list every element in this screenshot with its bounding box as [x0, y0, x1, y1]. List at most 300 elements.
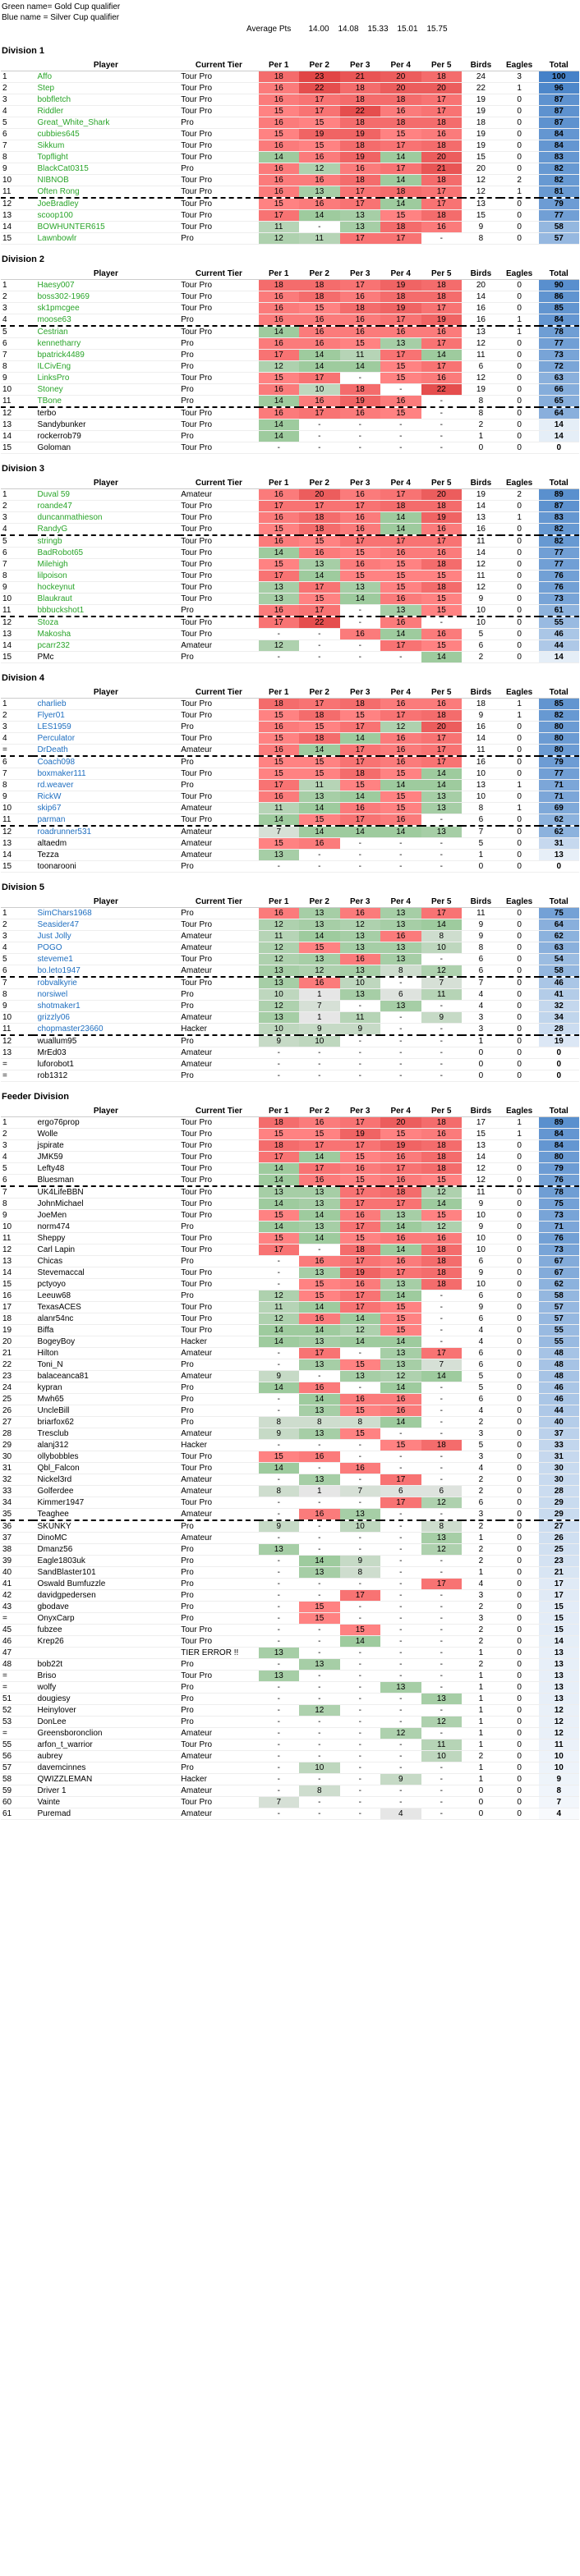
column-header: Per 5	[421, 59, 463, 71]
rank-cell: 25	[1, 1394, 33, 1405]
column-header: Birds	[462, 686, 500, 699]
period-score-cell: -	[259, 1751, 300, 1762]
tier-cell: Tour Pro	[179, 1451, 258, 1463]
column-header: Per 4	[380, 1105, 421, 1117]
period-score-cell: 17	[380, 1497, 421, 1509]
rank-cell: 45	[1, 1625, 33, 1636]
eagles-cell: 0	[500, 1290, 539, 1302]
period-score-cell: -	[259, 1497, 300, 1509]
period-score-cell: 14	[380, 780, 421, 791]
period-score-cell: 15	[259, 756, 300, 768]
period-score-cell: 14	[421, 919, 463, 931]
player-name-cell: shotmaker1	[33, 1001, 180, 1012]
period-score-cell: 20	[380, 1117, 421, 1129]
period-score-cell: -	[259, 1590, 300, 1602]
table-row	[1, 1129, 579, 1140]
period-score-cell: -	[421, 1556, 463, 1567]
period-score-cell: 11	[259, 222, 300, 233]
period-score-cell: -	[380, 384, 421, 396]
eagles-cell: 0	[500, 396, 539, 408]
table-row	[1, 501, 579, 512]
rank-cell: 39	[1, 1556, 33, 1567]
period-score-cell: -	[380, 1739, 421, 1751]
eagles-cell: 0	[500, 1325, 539, 1336]
period-score-cell: -	[421, 1648, 463, 1659]
tier-cell: Pro	[179, 1682, 258, 1694]
tier-cell: Tour Pro	[179, 1117, 258, 1129]
total-cell: 15	[539, 1602, 580, 1613]
tier-cell: Pro	[179, 233, 258, 245]
period-score-cell: -	[259, 1728, 300, 1739]
rank-cell: 1	[1, 908, 33, 919]
period-score-cell: -	[380, 652, 421, 663]
period-score-cell: 14	[259, 1222, 300, 1233]
column-header: Birds	[462, 1105, 500, 1117]
period-score-cell: -	[259, 1405, 300, 1417]
period-score-cell: 15	[340, 710, 381, 722]
rank-cell: 2	[1, 919, 33, 931]
total-cell: 63	[539, 942, 580, 954]
tier-cell: Tour Pro	[179, 571, 258, 582]
column-header: Player	[33, 896, 180, 908]
period-score-cell: 14	[421, 768, 463, 780]
period-score-cell: 18	[421, 210, 463, 222]
period-score-cell: 13	[380, 1279, 421, 1290]
period-score-cell: 16	[380, 1405, 421, 1417]
table-row	[1, 1728, 579, 1739]
player-name-cell: Golferdee	[33, 1486, 180, 1497]
period-score-cell: -	[421, 1047, 463, 1059]
period-score-cell: -	[421, 1808, 463, 1820]
period-score-cell: -	[299, 1520, 340, 1533]
period-score-cell: 17	[299, 106, 340, 117]
tier-cell: Tour Pro	[179, 407, 258, 419]
rank-cell: 13	[1, 1256, 33, 1267]
eagles-cell: 0	[500, 129, 539, 140]
column-header: Birds	[462, 477, 500, 489]
period-score-cell: 17	[380, 350, 421, 361]
birds-cell: 6	[462, 1394, 500, 1405]
player-name-cell: Tresclub	[33, 1428, 180, 1440]
birds-cell: 10	[462, 1233, 500, 1244]
eagles-cell: 0	[500, 1751, 539, 1762]
table-row	[1, 233, 579, 245]
total-cell: 62	[539, 1279, 580, 1290]
period-score-cell: -	[299, 1717, 340, 1728]
eagles-cell: 0	[500, 1199, 539, 1210]
period-score-cell: 13	[340, 942, 381, 954]
period-score-cell: 16	[259, 291, 300, 303]
tier-cell: Amateur	[179, 1474, 258, 1486]
period-score-cell: 17	[299, 605, 340, 617]
birds-cell: 24	[462, 71, 500, 83]
player-name-cell: luforobot1	[33, 1059, 180, 1070]
rank-cell: 7	[1, 559, 33, 571]
tier-cell: Tour Pro	[179, 710, 258, 722]
tier-cell: Amateur	[179, 1751, 258, 1762]
total-cell: 80	[539, 722, 580, 733]
table-row	[1, 582, 579, 594]
period-score-cell: 17	[380, 640, 421, 652]
rank-cell: 10	[1, 594, 33, 605]
total-cell: 48	[539, 1371, 580, 1382]
total-cell: 12	[539, 1705, 580, 1717]
player-name-cell: Dmanz56	[33, 1544, 180, 1556]
period-score-cell: -	[259, 1267, 300, 1279]
tier-cell: Pro	[179, 1567, 258, 1579]
tier-cell: Pro	[179, 1602, 258, 1613]
birds-cell: 2	[462, 1486, 500, 1497]
table-row	[1, 803, 579, 814]
period-score-cell: 16	[421, 129, 463, 140]
rank-cell: =	[1, 1682, 33, 1694]
period-score-cell: 12	[380, 1728, 421, 1739]
period-score-cell: 12	[421, 1497, 463, 1509]
player-name-cell: Makosha	[33, 629, 180, 640]
total-cell: 82	[539, 175, 580, 186]
period-score-cell: 18	[380, 291, 421, 303]
period-score-cell: -	[299, 1682, 340, 1694]
birds-cell: 1	[462, 1682, 500, 1694]
eagles-cell: 0	[500, 152, 539, 163]
table-row	[1, 1451, 579, 1463]
rank-cell: 4	[1, 733, 33, 745]
rank-cell: 4	[1, 524, 33, 536]
column-header: Current Tier	[179, 896, 258, 908]
eagles-cell: 0	[500, 1625, 539, 1636]
period-score-cell: 14	[421, 1199, 463, 1210]
tier-cell: Amateur	[179, 942, 258, 954]
period-score-cell: 18	[340, 117, 381, 129]
period-score-cell: 17	[259, 501, 300, 512]
period-score-cell: 11	[299, 780, 340, 791]
period-score-cell: 16	[340, 559, 381, 571]
period-score-cell: 14	[299, 1302, 340, 1313]
period-score-cell: 16	[259, 407, 300, 419]
period-score-cell: -	[259, 1348, 300, 1359]
legend-silver: Blue name = Silver Cup qualifier	[2, 13, 120, 22]
player-name-cell: JoeMen	[33, 1210, 180, 1222]
player-name-cell: Mwh65	[33, 1394, 180, 1405]
rank-cell: 41	[1, 1579, 33, 1590]
player-name-cell: UncleBill	[33, 1405, 180, 1417]
player-name-cell: Lefty48	[33, 1163, 180, 1175]
player-name-cell: boxmaker111	[33, 768, 180, 780]
table-row	[1, 1059, 579, 1070]
period-score-cell: 16	[380, 1152, 421, 1163]
birds-cell: 19	[462, 140, 500, 152]
player-name-cell: toonarooni	[33, 861, 180, 873]
player-name-cell: RickW	[33, 791, 180, 803]
period-score-cell: 7	[299, 1001, 340, 1012]
table-row	[1, 989, 579, 1001]
table-row	[1, 419, 579, 431]
eagles-cell: 0	[500, 535, 539, 548]
period-score-cell: 13	[299, 1222, 340, 1233]
total-cell: 46	[539, 1394, 580, 1405]
rank-cell: 7	[1, 350, 33, 361]
period-score-cell: 15	[380, 1302, 421, 1313]
period-score-cell: 15	[299, 1613, 340, 1625]
period-score-cell: 17	[340, 186, 381, 199]
eagles-cell: 0	[500, 977, 539, 989]
period-score-cell: 17	[299, 699, 340, 710]
table-row	[1, 303, 579, 314]
period-score-cell: 18	[340, 699, 381, 710]
period-score-cell: 14	[380, 1417, 421, 1428]
period-score-cell: 14	[340, 1313, 381, 1325]
period-score-cell: 19	[380, 303, 421, 314]
period-score-cell: -	[259, 1394, 300, 1405]
period-score-cell: -	[340, 1774, 381, 1785]
total-cell: 46	[539, 977, 580, 989]
tier-cell: Pro	[179, 1382, 258, 1394]
period-score-cell: 18	[421, 1140, 463, 1152]
eagles-cell: 0	[500, 989, 539, 1001]
table-row	[1, 1405, 579, 1417]
eagles-cell: 0	[500, 605, 539, 617]
total-cell: 80	[539, 733, 580, 745]
period-score-cell: -	[299, 629, 340, 640]
period-score-cell: 12	[259, 1313, 300, 1325]
period-score-cell: 16	[259, 163, 300, 175]
table-row	[1, 175, 579, 186]
period-score-cell: -	[340, 1579, 381, 1590]
period-score-cell: 12	[421, 1222, 463, 1233]
birds-cell: 14	[462, 1152, 500, 1163]
table-row	[1, 559, 579, 571]
period-score-cell: 16	[340, 1463, 381, 1474]
period-score-cell: 15	[380, 803, 421, 814]
total-cell: 100	[539, 71, 580, 83]
period-score-cell: 18	[421, 140, 463, 152]
period-score-cell: -	[340, 838, 381, 850]
table-row	[1, 1417, 579, 1428]
rank-cell: 13	[1, 838, 33, 850]
tier-cell: Pro	[179, 1394, 258, 1405]
rank-cell: 7	[1, 977, 33, 989]
division-section	[0, 462, 580, 663]
rank-cell: 14	[1, 431, 33, 442]
period-score-cell: 19	[340, 152, 381, 163]
period-score-cell: 19	[421, 314, 463, 327]
rank-cell: 31	[1, 1463, 33, 1474]
division-title: Division 2	[2, 254, 44, 264]
period-score-cell: 13	[299, 1659, 340, 1671]
period-score-cell: 13	[299, 1336, 340, 1348]
table-row	[1, 919, 579, 931]
period-score-cell: 13	[380, 1001, 421, 1012]
period-score-cell: 16	[259, 175, 300, 186]
column-header: Per 1	[259, 59, 300, 71]
period-score-cell: -	[421, 407, 463, 419]
period-score-cell: -	[259, 629, 300, 640]
total-cell: 58	[539, 965, 580, 978]
standings-table	[1, 896, 579, 1082]
rank-cell: 9	[1, 1210, 33, 1222]
period-score-cell: 14	[259, 419, 300, 431]
birds-cell: 14	[462, 291, 500, 303]
eagles-cell: 0	[500, 1001, 539, 1012]
total-cell: 82	[539, 524, 580, 536]
period-score-cell: 12	[259, 954, 300, 965]
column-header: Per 5	[421, 896, 463, 908]
table-row	[1, 1533, 579, 1544]
total-cell: 23	[539, 1556, 580, 1567]
eagles-cell: 0	[500, 1012, 539, 1024]
player-name-cell: bob22t	[33, 1659, 180, 1671]
period-score-cell: -	[421, 1313, 463, 1325]
period-score-cell: 17	[299, 1163, 340, 1175]
total-cell: 80	[539, 745, 580, 757]
birds-cell: 2	[462, 1544, 500, 1556]
player-name-cell: davemcinnes	[33, 1762, 180, 1774]
total-cell: 79	[539, 756, 580, 768]
total-cell: 25	[539, 1544, 580, 1556]
period-score-cell: 13	[299, 919, 340, 931]
tier-cell: Pro	[179, 163, 258, 175]
birds-cell: 10	[462, 791, 500, 803]
column-header: Per 3	[340, 1105, 381, 1117]
period-score-cell: 17	[421, 361, 463, 373]
column-header	[1, 896, 33, 908]
eagles-cell: 0	[500, 94, 539, 106]
period-score-cell: 19	[340, 1129, 381, 1140]
player-name-cell: scoop100	[33, 210, 180, 222]
column-header: Player	[33, 268, 180, 280]
player-name-cell: grizzly06	[33, 1012, 180, 1024]
period-score-cell: 15	[259, 373, 300, 384]
tier-cell: Pro	[179, 1659, 258, 1671]
period-score-cell: 14	[259, 1163, 300, 1175]
period-score-cell: 14	[380, 826, 421, 838]
period-score-cell: 14	[340, 733, 381, 745]
period-score-cell: 16	[380, 396, 421, 408]
player-name-cell: ergo76prop	[33, 1117, 180, 1129]
period-score-cell: 17	[299, 1348, 340, 1359]
rank-cell: 12	[1, 616, 33, 629]
table-row	[1, 1762, 579, 1774]
period-score-cell: 14	[259, 1199, 300, 1210]
player-name-cell: altaedm	[33, 838, 180, 850]
eagles-cell: 0	[500, 1556, 539, 1567]
period-score-cell: 18	[259, 699, 300, 710]
player-name-cell: Affo	[33, 71, 180, 83]
period-score-cell: -	[340, 605, 381, 617]
period-score-cell: 15	[421, 594, 463, 605]
birds-cell: 18	[462, 699, 500, 710]
tier-cell: Amateur	[179, 838, 258, 850]
total-cell: 8	[539, 1785, 580, 1797]
period-score-cell: 14	[340, 1336, 381, 1348]
eagles-cell: 1	[500, 699, 539, 710]
eagles-cell: 0	[500, 1152, 539, 1163]
tier-cell: Tour Pro	[179, 210, 258, 222]
period-score-cell: -	[380, 442, 421, 454]
birds-cell: 19	[462, 384, 500, 396]
eagles-cell: 0	[500, 954, 539, 965]
tier-cell: Tour Pro	[179, 594, 258, 605]
rank-cell: 35	[1, 1509, 33, 1521]
tier-cell: Pro	[179, 361, 258, 373]
period-score-cell: -	[421, 1463, 463, 1474]
eagles-cell: 0	[500, 965, 539, 978]
rank-cell: 61	[1, 1808, 33, 1820]
table-row	[1, 1210, 579, 1222]
period-score-cell: 18	[421, 71, 463, 83]
player-name-cell: Lawnbowlr	[33, 233, 180, 245]
birds-cell: 6	[462, 1256, 500, 1267]
period-score-cell: 1	[299, 989, 340, 1001]
period-score-cell: 13	[259, 977, 300, 989]
table-row	[1, 1648, 579, 1659]
rank-cell: 51	[1, 1694, 33, 1705]
total-cell: 85	[539, 699, 580, 710]
table-row	[1, 1567, 579, 1579]
player-name-cell: bobfletch	[33, 94, 180, 106]
total-cell: 15	[539, 1613, 580, 1625]
birds-cell: 0	[462, 1797, 500, 1808]
period-score-cell: -	[259, 1567, 300, 1579]
birds-cell: 4	[462, 1001, 500, 1012]
eagles-cell: 0	[500, 1579, 539, 1590]
period-score-cell: 18	[380, 501, 421, 512]
birds-cell: 10	[462, 616, 500, 629]
rank-cell: 18	[1, 1313, 33, 1325]
period-score-cell: 4	[380, 1808, 421, 1820]
period-score-cell: -	[421, 442, 463, 454]
column-header: Current Tier	[179, 477, 258, 489]
eagles-cell: 0	[500, 559, 539, 571]
period-score-cell: 13	[259, 1671, 300, 1682]
period-score-cell: 16	[421, 524, 463, 536]
player-name-cell: sk1pmcgee	[33, 303, 180, 314]
period-score-cell: -	[421, 1024, 463, 1036]
eagles-cell: 0	[500, 861, 539, 873]
total-cell: 90	[539, 280, 580, 291]
table-row	[1, 826, 579, 838]
birds-cell: 10	[462, 1279, 500, 1290]
tier-cell: Pro	[179, 338, 258, 350]
eagles-cell: 0	[500, 1035, 539, 1047]
table-row	[1, 1140, 579, 1152]
total-cell: 12	[539, 1717, 580, 1728]
total-cell: 40	[539, 1417, 580, 1428]
period-score-cell: 17	[340, 1290, 381, 1302]
total-cell: 21	[539, 1567, 580, 1579]
birds-cell: 11	[462, 535, 500, 548]
table-row	[1, 1279, 579, 1290]
period-score-cell: 18	[421, 1244, 463, 1256]
tier-cell: Tour Pro	[179, 1671, 258, 1682]
player-name-cell	[33, 1648, 180, 1659]
player-name-cell: roadrunner531	[33, 826, 180, 838]
period-score-cell: 16	[380, 1256, 421, 1267]
period-score-cell: 12	[421, 1186, 463, 1199]
total-cell: 9	[539, 1774, 580, 1785]
total-cell: 46	[539, 1382, 580, 1394]
table-row	[1, 1509, 579, 1521]
player-name-cell: skip67	[33, 803, 180, 814]
tier-cell: Tour Pro	[179, 814, 258, 827]
period-score-cell: 14	[259, 1463, 300, 1474]
table-row	[1, 1117, 579, 1129]
total-cell: 41	[539, 989, 580, 1001]
period-score-cell: 16	[421, 699, 463, 710]
division-title: Division 3	[2, 464, 44, 474]
period-score-cell: 17	[299, 407, 340, 419]
table-row	[1, 652, 579, 663]
